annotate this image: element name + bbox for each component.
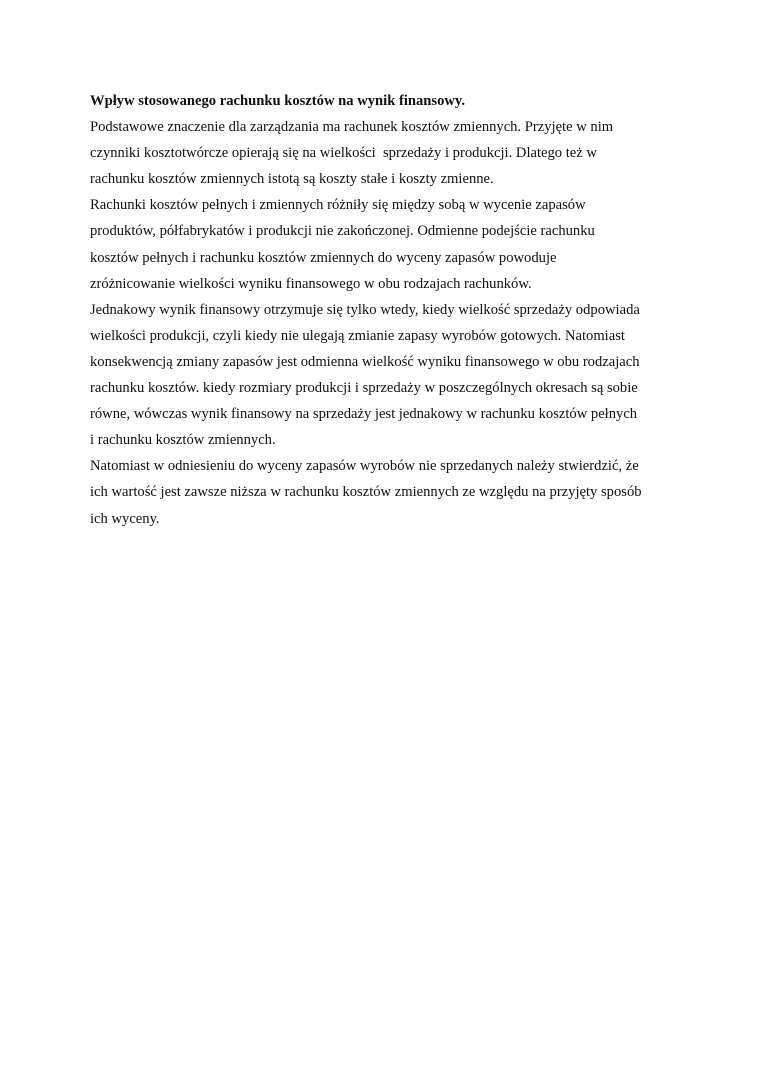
- body-line: wielkości produkcji, czyli kiedy nie ulegają zmianie zapasy wyrobów gotowych. Natomiast: [90, 327, 625, 344]
- body-line: Rachunki kosztów pełnych i zmiennych różniły się między sobą w wycenie zapasów: [90, 197, 586, 214]
- body-line: Jednakowy wynik finansowy otrzymuje się tylko wtedy, kiedy wielkość sprzedaży odpowiada: [90, 301, 640, 318]
- body-line: i rachunku kosztów zmiennych.: [90, 432, 276, 449]
- body-line: ich wyceny.: [90, 510, 160, 527]
- body-line: produktów, półfabrykatów i produkcji nie zakończonej. Odmienne podejście rachunku: [90, 223, 595, 240]
- document-title: Wpływ stosowanego rachunku kosztów na wynik finansowy.: [90, 93, 466, 109]
- body-line: czynniki kosztotwórcze opierają się na wielkości sprzedaży i produkcji. Dlatego też w: [90, 145, 597, 162]
- body-line: rachunku kosztów. kiedy rozmiary produkcji i sprzedaży w poszczególnych okresach są sobie: [90, 380, 638, 397]
- body-line: kosztów pełnych i rachunku kosztów zmiennych do wyceny zapasów powoduje: [90, 249, 557, 266]
- body-line: Natomiast w odniesieniu do wyceny zapasów wyrobów nie sprzedanych należy stwierdzić, że: [90, 458, 639, 475]
- body-line: zróżnicowanie wielkości wyniku finansowego w obu rodzajach rachunków.: [90, 275, 532, 292]
- body-line: Podstawowe znaczenie dla zarządzania ma rachunek kosztów zmiennych. Przyjęte w nim: [90, 119, 614, 136]
- document-body: [90, 88, 680, 532]
- body-line: równe, wówczas wynik finansowy na sprzedaży jest jednakowy w rachunku kosztów pełnych: [90, 406, 638, 423]
- body-line: rachunku kosztów zmiennych istotą są koszty stałe i koszty zmienne.: [90, 171, 494, 188]
- body-line: konsekwencją zmiany zapasów jest odmienna wielkość wyniku finansowego w obu rodzajach: [90, 353, 640, 370]
- body-line: ich wartość jest zawsze niższa w rachunku kosztów zmiennych ze względu na przyjęty sposób: [90, 484, 642, 501]
